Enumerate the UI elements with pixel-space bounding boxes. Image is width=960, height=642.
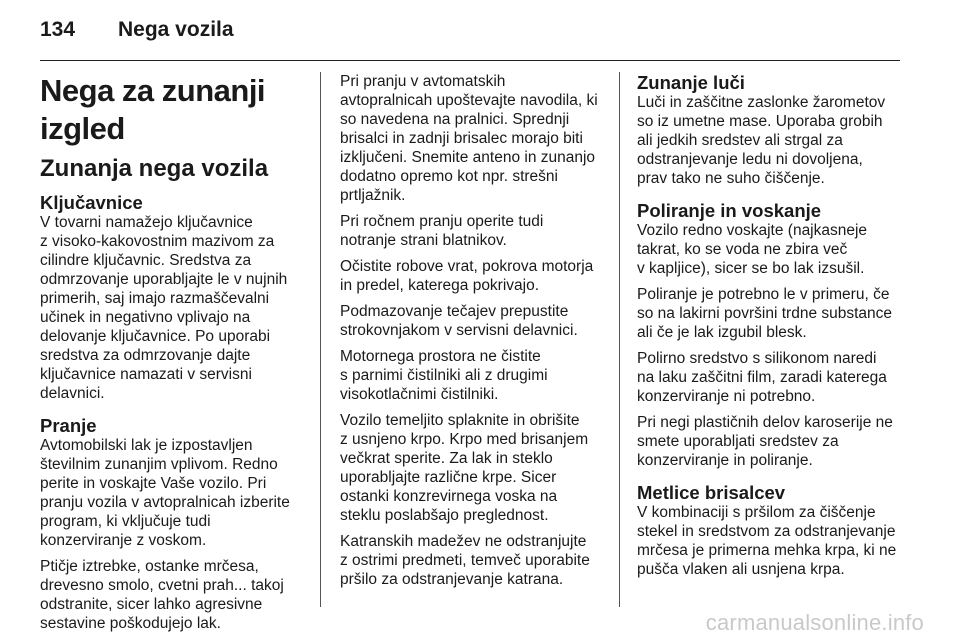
paragraph: Vozilo redno voskajte (najkasneje takrat, ko se voda ne zbira več v kapljice), sicer se bo lak izsušil. [637, 222, 868, 277]
running-title: Nega vozila [118, 18, 234, 41]
paragraph: Pri negi plastičnih delov karoserije ne smete uporabljati sredstev za konzerviranje in poliranje. [637, 414, 893, 469]
paragraph: Vozilo temeljito splaknite in obrišite z usnjeno krpo. Krpo med brisanjem večkrat sperite. Za lak in steklo uporabljajte različne krpe. Sicer ostanki konzrevirnega voska na steklu poslabšajo preglednost. [340, 412, 589, 524]
column-divider [619, 72, 620, 607]
subheading-kljucavnice: Ključavnice [40, 192, 143, 213]
paragraph: Avtomobilski lak je izpostavljen številnim zunanjim vplivom. Redno perite in voskajte Vaše vozilo. Pri pranju vozila v avtopralnicah izberite program, ki vključuje tudi konzerviranje z voskom. [40, 437, 290, 549]
paragraph: Motornega prostora ne čistite s parnimi čistilniki ali z drugimi visokotlačnimi čistilniki. [340, 348, 548, 403]
page-number: 134 [40, 18, 76, 41]
header-rule [40, 60, 900, 61]
page-header [40, 18, 234, 48]
paragraph: Katranskih madežev ne odstranjujte z ostrimi predmeti, temveč uporabite pršilo za odstranjevanje katrana. [340, 533, 590, 588]
paragraph: Poliranje je potrebno le v primeru, če so na lakirni površini trdne substance ali če je lak izgubil blesk. [637, 286, 893, 341]
subheading-metlice: Metlice brisalcev [637, 482, 786, 503]
paragraph: Podmazovanje tečajev prepustite strokovnjakom v servisni delavnici. [340, 303, 578, 339]
column-1 [40, 72, 310, 640]
paragraph: Polirno sredstvo s silikonom naredi na laku zaščitni film, zaradi katerega konzerviranje ni potrebno. [637, 350, 887, 405]
paragraph: V kombinaciji s pršilom za čiščenje stekel in sredstvom za odstranjevanje mrčesa je primerna mehka krpa, ki ne pušča vlaken ali usnjena krpa. [637, 504, 897, 578]
paragraph: Pri ročnem pranju operite tudi notranje strani blatnikov. [340, 213, 544, 249]
main-heading: Nega za zunanji izgled [40, 73, 266, 146]
subheading-zunanje-luci: Zunanje luči [637, 72, 745, 93]
column-3 [637, 72, 909, 586]
watermark: carmanualsonline.info [705, 610, 924, 635]
paragraph: Ptičje iztrebke, ostanke mrčesa, drevesno smolo, cvetni prah... takoj odstranite, sicer lahko agresivne sestavine poškodujejo lak. [40, 558, 284, 632]
paragraph: V tovarni namažejo ključavnice z visoko-kakovostnim mazivom za cilindre ključavnic. Sredstva za odmrzovanje uporabljajte le v nujnih primerih, saj imajo razmaščevalni učinek in negativno vplivajo na delovanje ključavnice. Po uporabi sredstva za odmrzovanje dajte ključavnice namazati v servisni delavnici. [40, 214, 288, 402]
section-heading: Zunanja nega vozila [40, 155, 269, 182]
paragraph: Očistite robove vrat, pokrova motorja in predel, katerega pokrivajo. [340, 258, 594, 294]
subheading-poliranje: Poliranje in voskanje [637, 200, 822, 221]
column-divider [320, 72, 321, 607]
subheading-pranje: Pranje [40, 415, 97, 436]
paragraph: Pri pranju v avtomatskih avtopralnicah upoštevajte navodila, ki so navedena na pralnici. Sprednji brisalci in zadnji brisalec morajo biti izključeni. Snemite anteno in zunanjo dodatno opremo kot npr. strešni prtljažnik. [340, 73, 598, 204]
paragraph: Luči in zaščitne zaslonke žarometov so iz umetne mase. Uporaba grobih ali jedkih sredstev ali strgal za odstranjevanje ledu ni dovoljena, prav tako ne suho čiščenje. [637, 94, 886, 187]
column-2 [340, 72, 610, 596]
